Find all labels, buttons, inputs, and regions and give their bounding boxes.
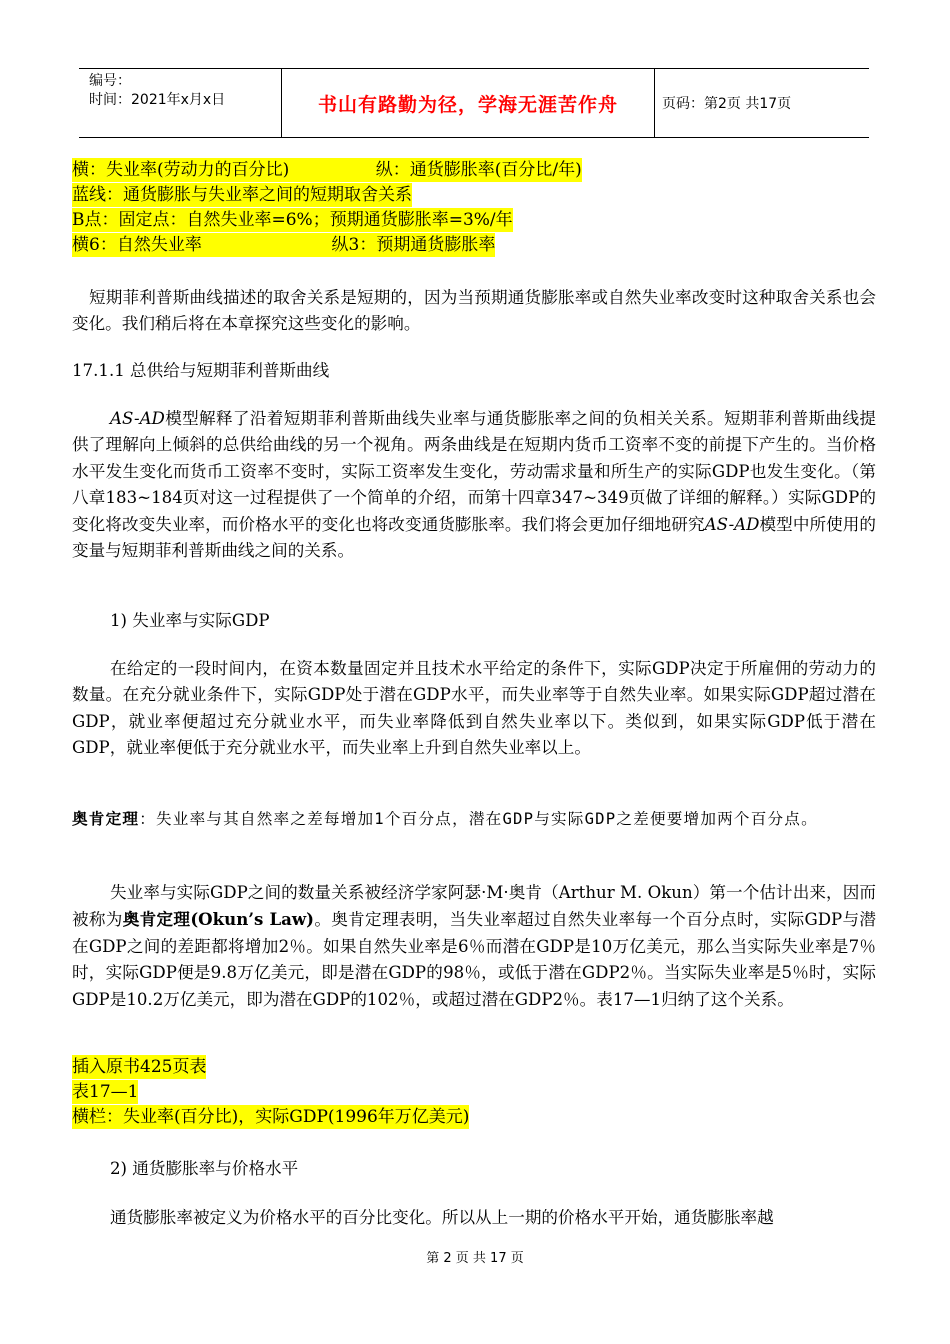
highlight-note: 横6：自然失业率 纵3：预期通货膨胀率 [72, 235, 496, 255]
paragraph-text: 模型中所使用的变量与短期菲利普斯曲线之间的关系。 [72, 514, 877, 561]
page-info: 页码：第2页 共17页 [662, 96, 792, 112]
paragraph [72, 880, 876, 1013]
definition-term: 奥肯定理 [72, 810, 140, 828]
paragraph: 在给定的一段时间内，在资本数量固定并且技术水平给定的条件下，实际GDP决定于所雇佣的劳动力的数量。在充分就业条件下，实际GDP处于潜在GDP水平，而失业率等于自然失业率。如果实际GDP超过潜在GDP，就业率便超过充分就业水平，而失业率降低到自然失业率以下。类似到，如果实际GDP低于潜在GDP，就业率便低于充分就业水平，而失业率上升到自然失业率以上。 [72, 659, 876, 758]
okun-definition [72, 806, 876, 832]
paragraph-text: 。奥肯定理表明，当失业率超过自然失业率每一个百分点时，实际GDP与潜在GDP之间的差距都将增加2％。如果自然失业率是6％而潜在GDP是10万亿美元，那么当实际失业率是7％时，实际GDP便是9.8万亿美元，即是潜在GDP的98％，或低于潜在GDP2％。当实际失业率是5％时，实际GDP是10.2万亿美元，即为潜在GDP的102％，或超过潜在GDP2％。表17—1归纳了这个关系。 [72, 910, 877, 1009]
highlight-note: 表17—1 [72, 1082, 139, 1102]
paragraph-text: 模型解释了沿着短期菲利普斯曲线失业率与通货膨胀率之间的负相关关系。短期菲利普斯曲线提供了理解向上倾斜的总供给曲线的另一个视角。两条曲线是在短期内货币工资率不变的前提下产生的。当价格水平发生变化而货币工资率不变时，实际工资率发生变化，劳动需求量和所生产的实际GDP也发生变化。（第八章183~184页对这一过程提供了一个简单的介绍，而第十四章347~349页做了详细的解释。）实际GDP的变化将改变失业率，而价格水平的变化也将改变通货膨胀率。我们将会更加仔细地研究 [72, 409, 876, 534]
header-page-cell [653, 69, 869, 137]
highlight-note: 插入原书425页表 [72, 1057, 207, 1077]
motto: 书山有路勤为径，学海无涯苦作舟 [317, 93, 618, 116]
paragraph-text: 失业率与实际GDP之间的数量关系被经济学家阿瑟·M·奥肯（Arthur M. Okun）第一个估计出来，因而被称为 [72, 883, 876, 930]
header-motto-cell [281, 69, 655, 137]
highlight-note: 蓝线：通货膨胀与失业率之间的短期取舍关系 [72, 185, 412, 205]
paragraph-bold: 奥肯定理(Okun’s Law) [122, 909, 315, 930]
highlight-note: B点：固定点：自然失业率=6%；预期通货膨胀率=3%/年 [72, 210, 513, 230]
page-footer: 第 2 页 共 17 页 [426, 1251, 524, 1266]
paragraph-italic: AS-AD [110, 409, 165, 428]
serial-label: 编号： [89, 73, 131, 89]
highlight-note: 横栏：失业率(百分比)，实际GDP(1996年万亿美元) [72, 1107, 470, 1127]
header-meta [79, 69, 281, 137]
paragraph-italic: AS-AD [704, 514, 760, 534]
highlight-note: 横：失业率(劳动力的百分比) 纵：通货膨胀率(百分比/年) [72, 160, 582, 180]
date-line: 时间：2021年x月x日 [89, 92, 226, 108]
paragraph: 通货膨胀率被定义为价格水平的百分比变化。所以从上一期的价格水平开始，通货膨胀率越 [110, 1208, 774, 1227]
paragraph: 短期菲利普斯曲线描述的取舍关系是短期的，因为当预期通货膨胀率或自然失业率改变时这种取舍关系也会变化。我们稍后将在本章探究这些变化的影响。 [72, 288, 876, 334]
page-header [79, 68, 869, 138]
subsection-title: 1) 失业率与实际GDP [110, 611, 270, 630]
paragraph [72, 406, 876, 564]
definition-text: ：失业率与其自然率之差每增加1个百分点，潜在GDP与实际GDP之差便要增加两个百分点。 [139, 810, 818, 828]
subsection-title: 2) 通货膨胀率与价格水平 [110, 1159, 299, 1178]
section-title: 17.1.1 总供给与短期菲利普斯曲线 [72, 361, 330, 380]
